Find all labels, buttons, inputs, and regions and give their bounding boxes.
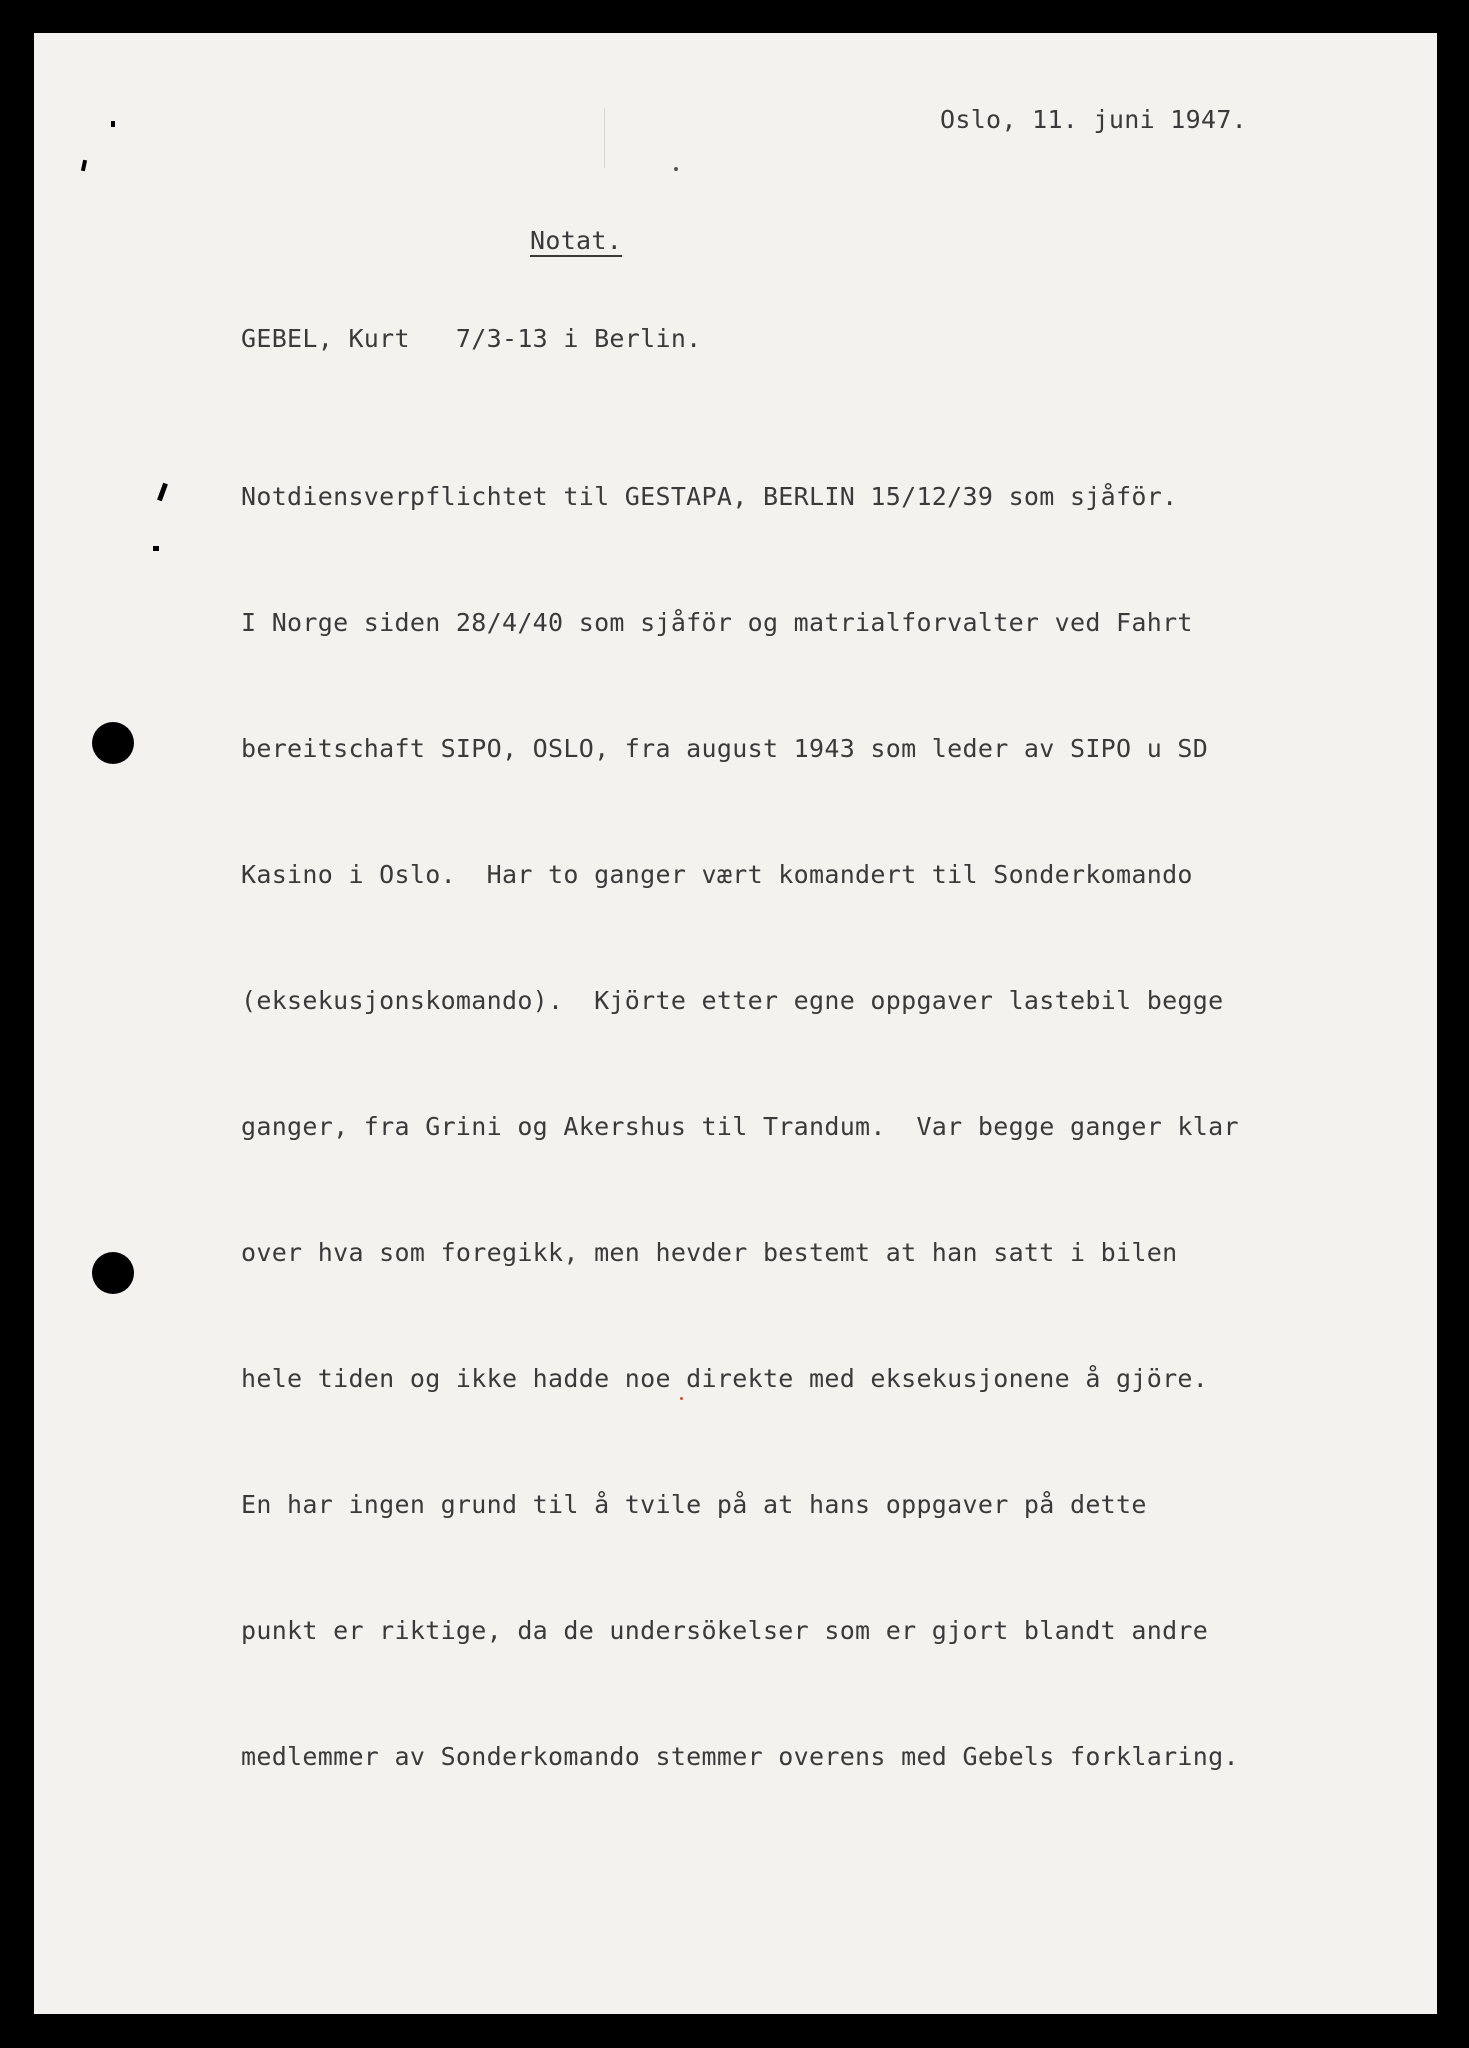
body-line: punkt er riktige, da de undersökelser som er gjort blandt andre [241, 1616, 1209, 1645]
body-line: I Norge siden 28/4/40 som sjåför og matrialforvalter ved Fahrt [241, 608, 1193, 637]
body-text [241, 392, 1239, 1862]
paper-crease [604, 108, 605, 168]
body-line: Kasino i Oslo. Har to ganger vært komandert til Sonderkomando [241, 860, 1193, 889]
punch-hole [92, 1252, 134, 1294]
subject-line: GEBEL, Kurt 7/3-13 i Berlin. [241, 324, 702, 353]
document-page [34, 33, 1437, 2014]
margin-mark [111, 121, 115, 127]
body-line: over hva som foregikk, men hevder bestemt at han satt i bilen [241, 1238, 1178, 1267]
body-line: hele tiden og ikke hadde noe direkte med eksekusjonene å gjöre. [241, 1364, 1209, 1393]
body-line: (eksekusjonskomando). Kjörte etter egne oppgaver lastebil begge [241, 986, 1224, 1015]
ink-speck [674, 167, 678, 171]
body-line: bereitschaft SIPO, OSLO, fra august 1943 som leder av SIPO u SD [241, 734, 1209, 763]
margin-mark [81, 160, 87, 172]
punch-hole [92, 722, 134, 764]
body-line: En har ingen grund til å tvile på at hans oppgaver på dette [241, 1490, 1147, 1519]
date-line: Oslo, 11. juni 1947. [940, 105, 1248, 134]
margin-mark [153, 546, 159, 551]
body-line: ganger, fra Grini og Akershus til Trandum. Var begge ganger klar [241, 1112, 1239, 1141]
margin-mark [157, 483, 168, 502]
document-title: Notat. [530, 226, 623, 255]
body-line: Notdiensverpflichtet til GESTAPA, BERLIN 15/12/39 som sjåför. [241, 482, 1178, 511]
ink-speck [680, 1397, 683, 1400]
body-line: medlemmer av Sonderkomando stemmer overens med Gebels forklaring. [241, 1742, 1239, 1771]
